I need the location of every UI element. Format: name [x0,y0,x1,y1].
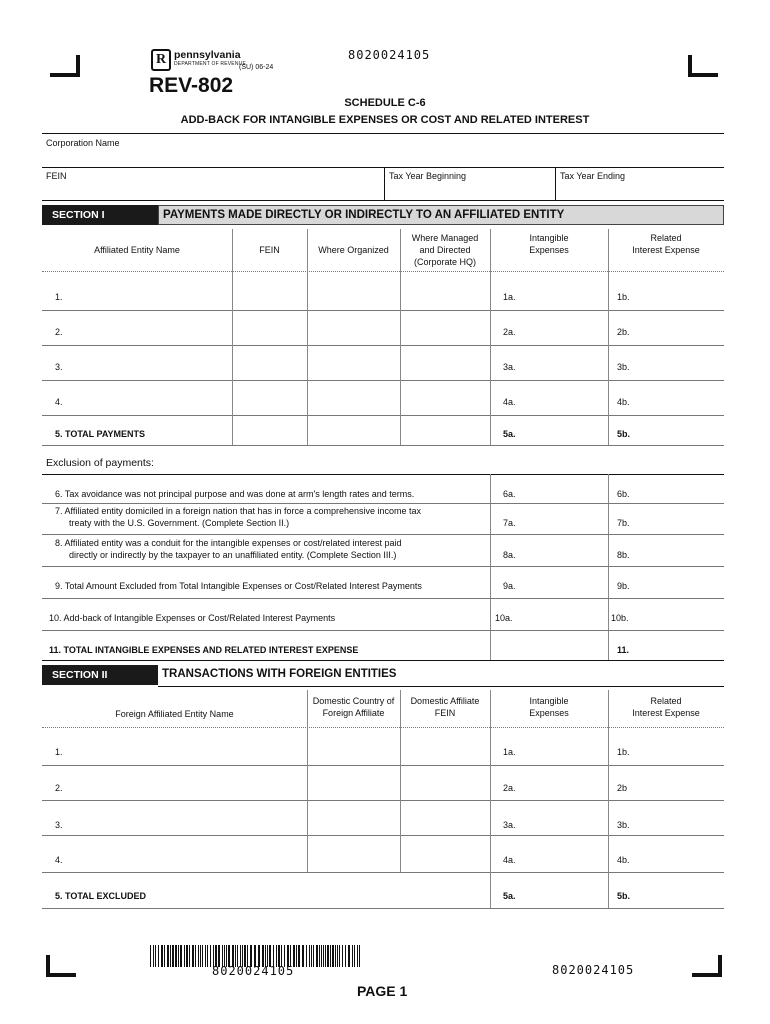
form-title: ADD-BACK FOR INTANGIBLE EXPENSES OR COST AND RELATED INTEREST [180,114,590,126]
corner-mark-bottom-left [46,955,76,977]
revision-date: (SU) 06-24 [239,64,274,71]
col-foreign-affiliated-entity-name: Foreign Affiliated Entity Name [115,709,234,719]
barcode-text: 8020024105 [212,964,295,978]
line7-text-2: treaty with the U.S. Government. (Complete Section II.) [69,518,290,528]
corner-mark-top-left [50,55,80,77]
line8-b-label: 8b. [617,550,630,560]
col-related-interest-expense: Related Interest Expense [632,233,700,255]
tax-year-ending-label: Tax Year Ending [560,171,626,181]
sec2-row2-a-label: 2a. [503,783,516,793]
sec1-row3-num: 3. [55,362,63,372]
col-related-interest-expense-2: Related Interest Expense [632,696,700,718]
form-number: REV-802 [149,74,234,97]
line11-label: 11. [617,645,630,655]
line6-b-label: 6b. [617,489,630,499]
section-1-title: PAYMENTS MADE DIRECTLY OR INDIRECTLY TO AN AFFILIATED ENTITY [158,205,724,225]
col-affiliated-entity-name: Affiliated Entity Name [94,245,180,255]
sec1-row4-a-label: 4a. [503,397,516,407]
sec1-total-b-label: 5b. [617,429,631,439]
corporation-name-field[interactable] [42,150,724,167]
sec1-row2-num: 2. [55,327,63,337]
sec2-row3-a-label: 3a. [503,820,516,830]
sec2-total-a-label: 5a. [503,891,516,901]
sec2-row3-num: 3. [55,820,63,830]
logo-subtitle: DEPARTMENT OF REVENUE [174,61,246,67]
col-domestic-affiliate-fein: Domestic Affiliate FEIN [410,696,480,718]
col-where-managed: Where Managed and Directed (Corporate HQ) [411,233,479,267]
sec1-total-label: 5. TOTAL PAYMENTS [55,429,146,439]
line9-a-label: 9a. [503,581,516,591]
section-1-tag: SECTION I [42,205,158,225]
sec2-row4-num: 4. [55,855,63,865]
corporation-name-label: Corporation Name [46,138,120,148]
sec1-row4-b-label: 4b. [617,397,630,407]
corner-mark-top-right [688,55,718,77]
exclusion-heading: Exclusion of payments: [46,457,154,469]
sec1-row2-a-label: 2a. [503,327,516,337]
col-intangible-expenses: Intangible Expenses [529,233,569,255]
section-2-title: TRANSACTIONS WITH FOREIGN ENTITIES [162,668,397,680]
sec2-row1-num: 1. [55,747,63,757]
line8-a-label: 8a. [503,550,516,560]
line7-text-1: 7. Affiliated entity domiciled in a foreign nation that has in force a comprehensive income tax [55,506,422,516]
sec1-row2-b-label: 2b. [617,327,630,337]
line9-b-label: 9b. [617,581,630,591]
tax-year-beginning-field[interactable] [385,183,555,199]
sec2-row4-b-label: 4b. [617,855,630,865]
sec1-row3-a-label: 3a. [503,362,516,372]
tax-year-ending-field[interactable] [556,183,724,199]
sec2-row3-b-label: 3b. [617,820,630,830]
sec2-row2-b-label: 2b [617,783,628,793]
sec2-row4-a-label: 4a. [503,855,516,865]
tax-year-beginning-label: Tax Year Beginning [389,171,467,181]
sec1-row1-num: 1. [55,292,63,302]
pa-keystone-logo-icon: R [151,49,171,71]
sec2-row1-a-label: 1a. [503,747,516,757]
corner-mark-bottom-right [692,955,722,977]
sec2-row1-b-label: 1b. [617,747,630,757]
line7-b-label: 7b. [617,518,630,528]
sec2-total-label: 5. TOTAL EXCLUDED [55,891,147,901]
form-code-top: 8020024105 [348,48,431,62]
sec1-row4-num: 4. [55,397,63,407]
line10-b-label: 10b. [611,613,629,623]
line7-a-label: 7a. [503,518,516,528]
col-domestic-country: Domestic Country of Foreign Affiliate [312,696,395,718]
section-2-tag: SECTION II [42,665,158,685]
line9-text: 9. Total Amount Excluded from Total Intangible Expenses or Cost/Related Interest Payments [55,581,422,591]
col-fein: FEIN [259,245,280,255]
fein-label: FEIN [46,171,67,181]
sec1-row3-b-label: 3b. [617,362,630,372]
sec1-total-a-label: 5a. [503,429,516,439]
line11-text: 11. TOTAL INTANGIBLE EXPENSES AND RELATED INTEREST EXPENSE [49,645,359,655]
line10-text: 10. Add-back of Intangible Expenses or Cost/Related Interest Payments [49,613,336,623]
line6-a-label: 6a. [503,489,516,499]
line10-a-label: 10a. [495,613,513,623]
schedule-title: SCHEDULE C-6 [344,97,426,109]
form-code-bottom: 8020024105 [552,963,635,977]
line6-text: 6. Tax avoidance was not principal purpose and was done at arm's length rates and terms. [55,489,415,499]
line8-text-1: 8. Affiliated entity was a conduit for the intangible expenses or cost/related interest paid [55,538,402,548]
col-where-organized: Where Organized [318,245,389,255]
line8-text-2: directly or indirectly by the taxpayer to an unaffiliated entity. (Complete Section III.) [69,550,397,560]
sec1-row1-b-label: 1b. [617,292,630,302]
logo-name: pennsylvania [174,49,241,61]
sec2-row2-num: 2. [55,783,63,793]
col-intangible-expenses-2: Intangible Expenses [529,696,569,718]
sec1-row1-a-label: 1a. [503,292,516,302]
fein-field[interactable] [42,183,384,199]
page-number: PAGE 1 [357,983,408,999]
sec2-total-b-label: 5b. [617,891,631,901]
